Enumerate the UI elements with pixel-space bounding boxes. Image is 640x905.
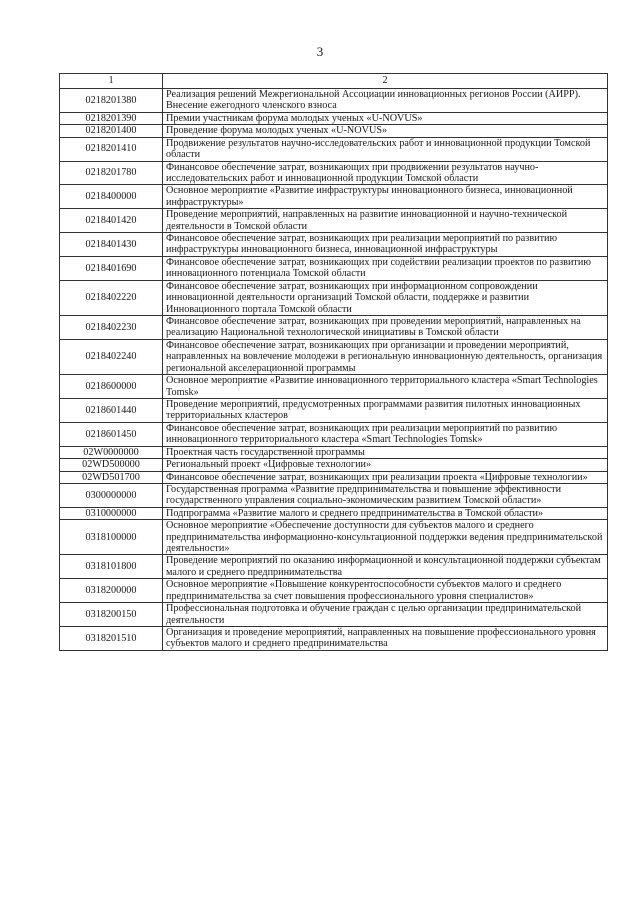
row-code: 0318200150: [60, 603, 163, 627]
table-body: [60, 89, 608, 651]
row-name: Проектная часть государственной программы: [163, 446, 608, 458]
table-row: [60, 446, 608, 458]
budget-classification-table: [59, 73, 608, 651]
table-row: [60, 375, 608, 399]
row-code: 0218201400: [60, 125, 163, 137]
table-row: [60, 603, 608, 627]
table-row: [60, 280, 608, 315]
row-name: Проведение мероприятий, направленных на развитие инновационной и научно-технической деятельности в Томской области: [163, 209, 608, 233]
table-row: [60, 112, 608, 124]
table-row: [60, 339, 608, 374]
table-row: [60, 422, 608, 446]
table-row: [60, 555, 608, 579]
table-row: [60, 233, 608, 257]
row-code: 0218601440: [60, 398, 163, 422]
row-code: 0318101800: [60, 555, 163, 579]
row-name: Премии участникам форума молодых ученых «U-NOVUS»: [163, 112, 608, 124]
row-code: 0218401420: [60, 209, 163, 233]
table-row: [60, 161, 608, 185]
row-code: 0300000000: [60, 483, 163, 507]
column-header-code: 1: [60, 74, 163, 89]
row-code: 0218201390: [60, 112, 163, 124]
row-name: Финансовое обеспечение затрат, возникающих при реализации мероприятий по развитию инновационного территориального кластера «Smart Technologies Tomsk»: [163, 422, 608, 446]
table-row: [60, 316, 608, 340]
table-row: [60, 209, 608, 233]
table-row: [60, 579, 608, 603]
row-name: Продвижение результатов научно-исследовательских работ и инновационной продукции Томской области: [163, 137, 608, 161]
row-name: Организация и проведение мероприятий, направленных на повышение профессионального уровня субъектов малого и среднего предпринимательства: [163, 626, 608, 650]
row-code: 02W0000000: [60, 446, 163, 458]
row-name: Основное мероприятие «Повышение конкурентоспособности субъектов малого и среднего предпринимательства за счет повышения профессионального уровня специалистов»: [163, 579, 608, 603]
table-header-row: [60, 74, 608, 89]
row-name: Финансовое обеспечение затрат, возникающих при проведении мероприятий, направленных на реализацию Национальной технологической инициативы в Томской области: [163, 316, 608, 340]
row-code: 0218402240: [60, 339, 163, 374]
table-row: [60, 507, 608, 519]
row-name: Финансовое обеспечение затрат, возникающих при организации и проведении мероприятий, направленных на вовлечение молодежи в региональную инновационную деятельность, организация региональной акселерационной программы: [163, 339, 608, 374]
row-name: Реализация решений Межрегиональной Ассоциации инновационных регионов России (АИРР). Внесение ежегодного членского взноса: [163, 89, 608, 113]
table-row: [60, 256, 608, 280]
row-code: 02WD500000: [60, 459, 163, 471]
row-code: 0218201410: [60, 137, 163, 161]
row-code: 0218402230: [60, 316, 163, 340]
table-row: [60, 626, 608, 650]
row-code: 0318200000: [60, 579, 163, 603]
row-name: Проведение мероприятий по оказанию информационной и консультационной поддержки субъектам малого и среднего предпринимательства: [163, 555, 608, 579]
row-name: Проведение форума молодых ученых «U-NOVUS»: [163, 125, 608, 137]
table-row: [60, 398, 608, 422]
column-header-name: 2: [163, 74, 608, 89]
row-code: 0218401690: [60, 256, 163, 280]
row-code: 0310000000: [60, 507, 163, 519]
row-name: Основное мероприятие «Развитие инфраструктуры инновационного бизнеса, инновационной инфраструктуры»: [163, 185, 608, 209]
row-name: Финансовое обеспечение затрат, возникающих при реализации мероприятий по развитию инфраструктуры инновационного бизнеса, инновационной инфраструктуры: [163, 233, 608, 257]
row-code: 0218402220: [60, 280, 163, 315]
row-code: 0218601450: [60, 422, 163, 446]
table-row: [60, 483, 608, 507]
row-code: 0218401430: [60, 233, 163, 257]
table-row: [60, 137, 608, 161]
row-code: 02WD501700: [60, 471, 163, 483]
table-row: [60, 185, 608, 209]
table-row: [60, 459, 608, 471]
table-row: [60, 471, 608, 483]
table-row: [60, 520, 608, 555]
row-code: 0218201780: [60, 161, 163, 185]
row-code: 0218600000: [60, 375, 163, 399]
row-name: Финансовое обеспечение затрат, возникающих при продвижении результатов научно-исследовательских работ и инновационной продукции Томской области: [163, 161, 608, 185]
row-name: Финансовое обеспечение затрат, возникающих при содействии реализации проектов по развитию инновационного потенциала Томской области: [163, 256, 608, 280]
row-name: Региональный проект «Цифровые технологии»: [163, 459, 608, 471]
row-name: Подпрограмма «Развитие малого и среднего предпринимательства в Томской области»: [163, 507, 608, 519]
row-name: Государственная программа «Развитие предпринимательства и повышение эффективности государственного управления социально-экономическим развитием Томской области»: [163, 483, 608, 507]
row-code: 0218400000: [60, 185, 163, 209]
page-number: 3: [316, 44, 324, 59]
row-code: 0318100000: [60, 520, 163, 555]
row-name: Основное мероприятие «Обеспечение доступности для субъектов малого и среднего предпринимательства информационно-консультационной поддержки ведения предпринимательской деятельности»: [163, 520, 608, 555]
table-row: [60, 125, 608, 137]
row-code: 0318201510: [60, 626, 163, 650]
row-name: Основное мероприятие «Развитие инновационного территориального кластера «Smart Technologies Tomsk»: [163, 375, 608, 399]
row-name: Финансовое обеспечение затрат, возникающих при информационном сопровождении инновационной деятельности организаций Томской области, поддержке и развитии Инновационного портала Томской области: [163, 280, 608, 315]
row-code: 0218201380: [60, 89, 163, 113]
table-row: [60, 89, 608, 113]
row-name: Финансовое обеспечение затрат, возникающих при реализации проекта «Цифровые технологии»: [163, 471, 608, 483]
row-name: Профессиональная подготовка и обучение граждан с целью организации предпринимательской деятельности: [163, 603, 608, 627]
row-name: Проведение мероприятий, предусмотренных программами развития пилотных инновационных территориальных кластеров: [163, 398, 608, 422]
